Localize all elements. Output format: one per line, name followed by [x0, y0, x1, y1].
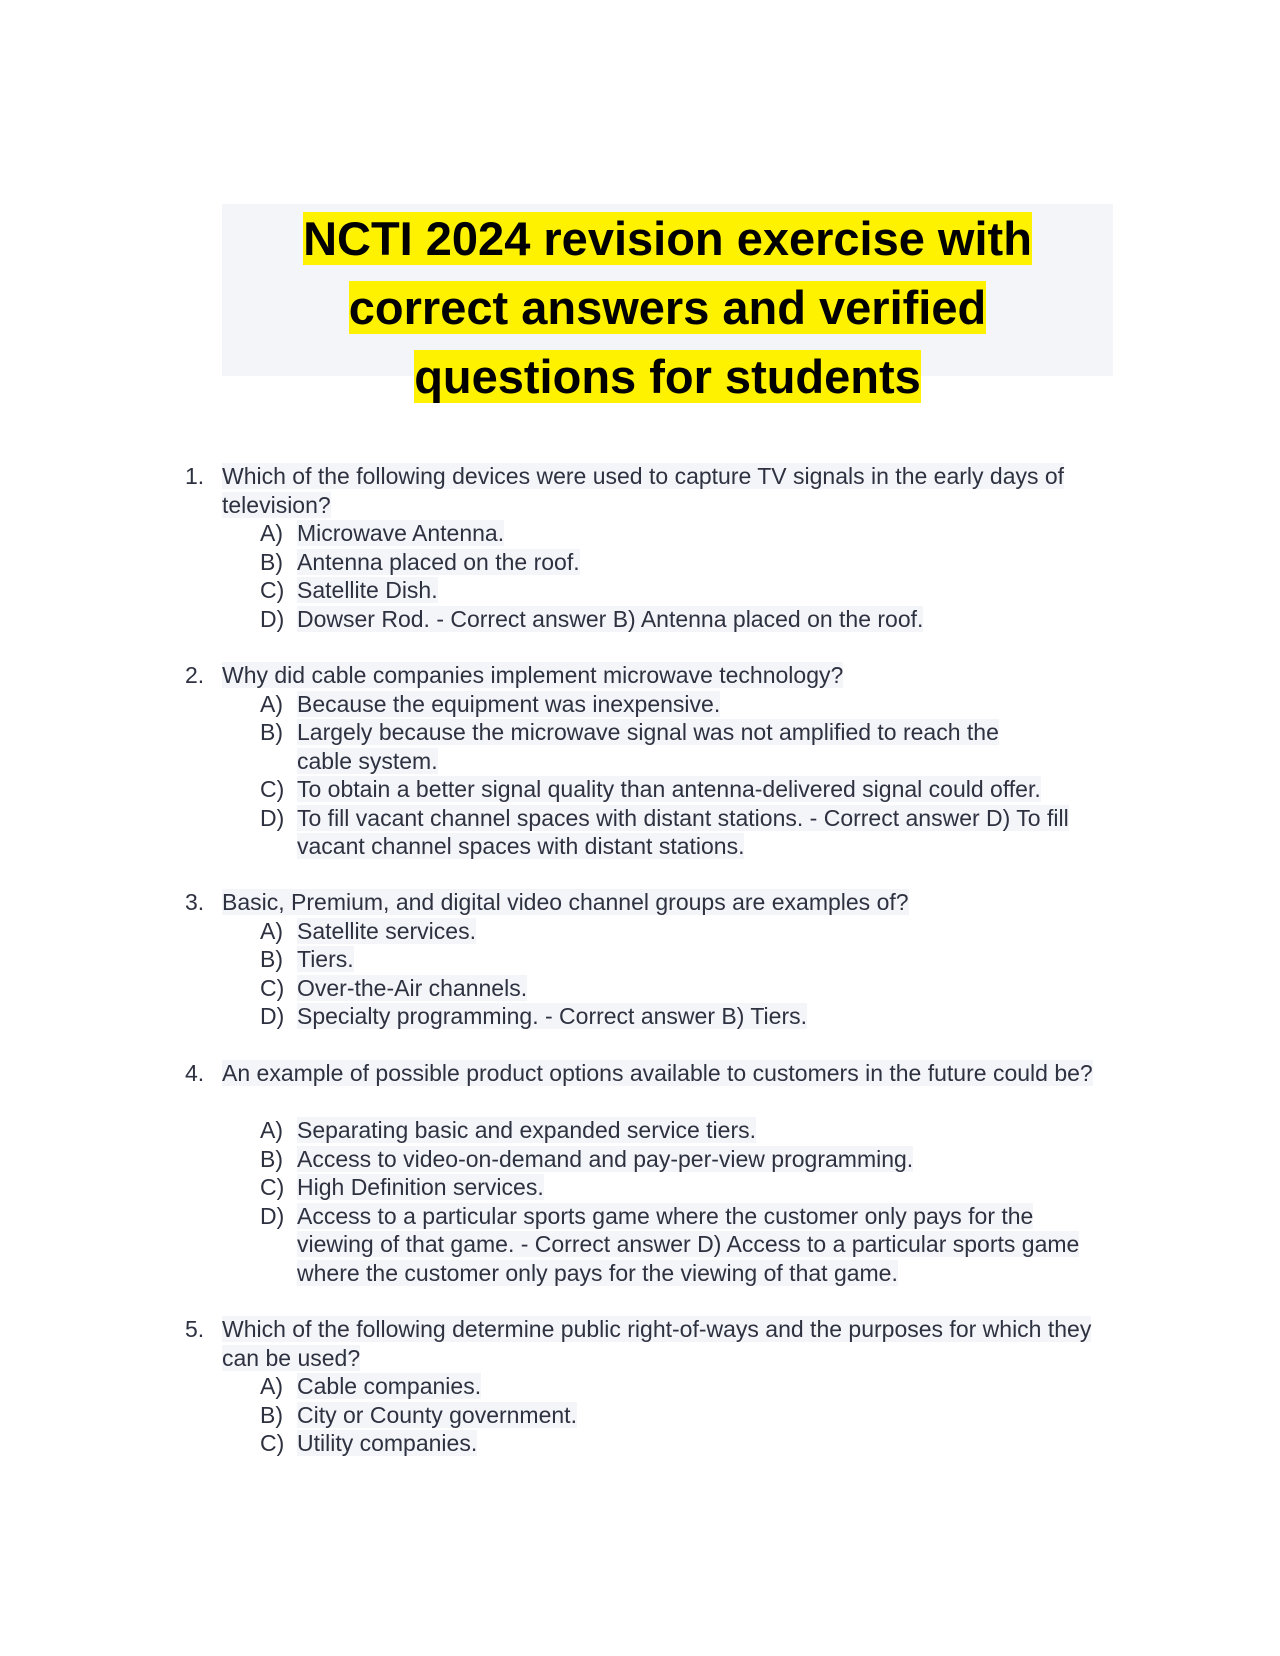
- question-number: 2.: [185, 662, 205, 688]
- option-letter: B): [260, 1145, 283, 1172]
- option-letter: D): [260, 1202, 285, 1229]
- question-text: Why did cable companies implement microwave technology?: [222, 662, 844, 688]
- option-text: Separating basic and expanded service tiers.: [297, 1117, 757, 1143]
- question-number: 3.: [185, 889, 205, 915]
- question-number: 4.: [185, 1060, 205, 1086]
- option-letter: A): [260, 1373, 283, 1399]
- option-text: Because the equipment was inexpensive.: [297, 690, 721, 717]
- option-letter: A): [260, 1117, 283, 1143]
- title-line-3: questions for students: [414, 350, 921, 403]
- question-text: An example of possible product options available to customers in the future could be?: [222, 1060, 1093, 1086]
- option-letter: C): [260, 1430, 285, 1456]
- option-letter: B): [260, 1401, 283, 1428]
- option-letter: C): [260, 1174, 285, 1200]
- option-text: Antenna placed on the roof.: [297, 548, 580, 575]
- option-text: Specialty programming. - Correct answer B) Tiers.: [297, 1003, 807, 1029]
- option-letter: C): [260, 577, 285, 603]
- option-letter: C): [260, 776, 285, 802]
- question-text: Basic, Premium, and digital video channel groups are examples of?: [222, 889, 909, 915]
- question-text: Which of the following devices were used to capture TV signals in the early days of television?: [222, 463, 1065, 518]
- question-text: Which of the following determine public right-of-ways and the purposes for which they can be used?: [222, 1316, 1092, 1371]
- option-letter: B): [260, 548, 283, 575]
- document-title: [222, 204, 1113, 403]
- option-letter: A): [260, 690, 283, 717]
- option-text: Access to a particular sports game where the customer only pays for the viewing of that game. - Correct answer D) Access to a particular sports game where the customer only pays for the viewing of that game.: [297, 1202, 1080, 1286]
- option-text: To obtain a better signal quality than antenna-delivered signal could offer.: [297, 776, 1041, 802]
- option-text: Utility companies.: [297, 1430, 478, 1456]
- option-text: Access to video-on-demand and pay-per-view programming.: [297, 1145, 914, 1172]
- option-text: Over-the-Air channels.: [297, 974, 528, 1001]
- question-number: 1.: [185, 463, 205, 489]
- option-letter: D): [260, 605, 285, 632]
- option-text: Satellite Dish.: [297, 577, 438, 603]
- option-text: Cable companies.: [297, 1373, 482, 1399]
- option-text: To fill vacant channel spaces with distant stations. - Correct answer D) To fill vacant channel spaces with distant stations.: [297, 804, 1069, 859]
- option-text: Satellite services.: [297, 917, 476, 944]
- option-letter: B): [260, 719, 283, 745]
- option-letter: D): [260, 1003, 285, 1029]
- option-text: City or County government.: [297, 1401, 577, 1428]
- title-line-1: NCTI 2024 revision exercise with: [303, 212, 1032, 265]
- option-letter: A): [260, 917, 283, 944]
- option-letter: C): [260, 974, 285, 1001]
- option-text: High Definition services.: [297, 1174, 544, 1200]
- option-letter: A): [260, 520, 283, 546]
- option-text: Dowser Rod. - Correct answer B) Antenna placed on the roof.: [297, 605, 924, 632]
- option-letter: B): [260, 946, 283, 972]
- title-line-2: correct answers and verified: [348, 281, 987, 334]
- option-text: Microwave Antenna.: [297, 520, 505, 546]
- option-text: Largely because the microwave signal was not amplified to reach the cable system.: [297, 719, 999, 774]
- option-text: Tiers.: [297, 946, 354, 972]
- option-letter: D): [260, 804, 285, 831]
- question-number: 5.: [185, 1316, 205, 1342]
